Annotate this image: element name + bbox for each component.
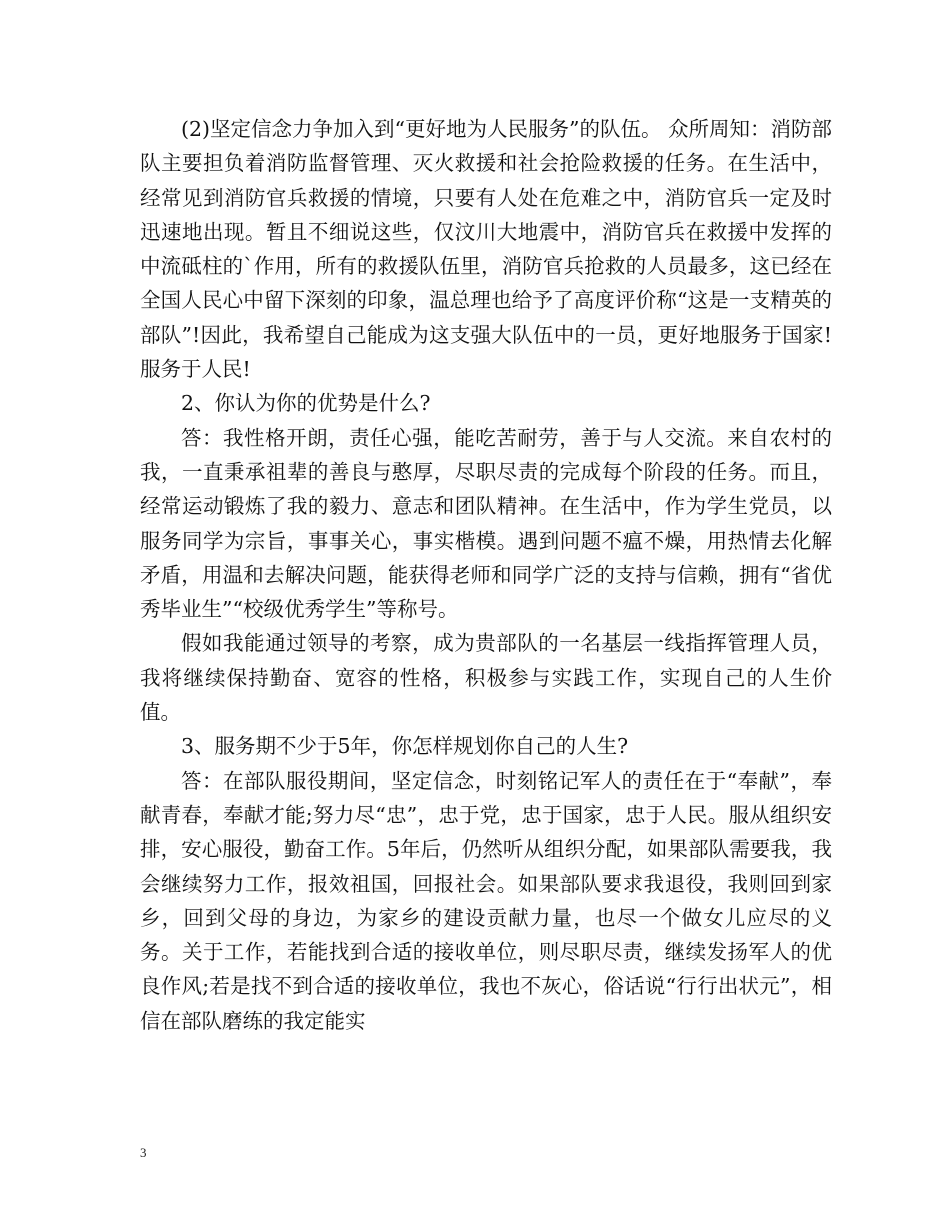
answer-2-continuation: 假如我能通过领导的考察，成为贵部队的一名基层一线指挥管理人员，我将继续保持勤奋、宽容的性格，积极参与实践工作，实现自己的人生价值。 — [140, 631, 832, 725]
question-3-heading: 3、服务期不少于5年，你怎样规划你自己的人生? — [181, 734, 629, 759]
paragraph-motivation: (2)坚定信念力争加入到“更好地为人民服务”的队伍。 众所周知：消防部队主要担负着消防监督管理、灭火救援和社会抢险救援的任务。在生活中，经常见到消防官兵救援的情境，只要有人处在危难之中，消防官兵一定及时迅速地出现。暂且不细说这些，仅汶川大地震中，消防官兵在救援中发挥的中流砥柱的`作用，所有的救援队伍里，消防官兵抢救的人员最多，这已经在全国人民心中留下深刻的印象，温总理也给予了高度评价称“这是一支精英的部队”!因此，我希望自己能成为这支强大队伍中的一员，更好地服务于国家!服务于人民! — [140, 117, 833, 382]
page-number: 3 — [140, 1145, 147, 1160]
answer-2-paragraph: 答：我性格开朗，责任心强，能吃苦耐劳，善于与人交流。来自农村的我，一直秉承祖辈的善良与憨厚，尽职尽责的完成每个阶段的任务。而且，经常运动锻炼了我的毅力、意志和团队精神。在生活中，作为学生党员，以服务同学为宗旨，事事关心，事实楷模。遇到问题不瘟不燥，用热情去化解矛盾，用温和去解决问题，能获得老师和同学广泛的支持与信赖，拥有“省优秀毕业生”“校级优秀学生”等称号。 — [140, 425, 832, 622]
document-body — [140, 112, 832, 1038]
question-2-heading: 2、你认为你的优势是什么? — [181, 391, 431, 416]
answer-3-paragraph: 答：在部队服役期间，坚定信念，时刻铭记军人的责任在于“奉献”，奉献青春，奉献才能;努力尽“忠”，忠于党，忠于国家，忠于人民。服从组织安排，安心服役，勤奋工作。5年后，仍然听从组织分配，如果部队需要我，我会继续努力工作，报效祖国，回报社会。如果部队要求我退役，我则回到家乡，回到父母的身边，为家乡的建设贡献力量，也尽一个做女儿应尽的义务。关于工作，若能找到合适的接收单位，则尽职尽责，继续发扬军人的优良作风;若是找不到合适的接收单位，我也不灰心，俗话说“行行出状元”，相信在部队磨练的我定能实 — [140, 768, 832, 1033]
